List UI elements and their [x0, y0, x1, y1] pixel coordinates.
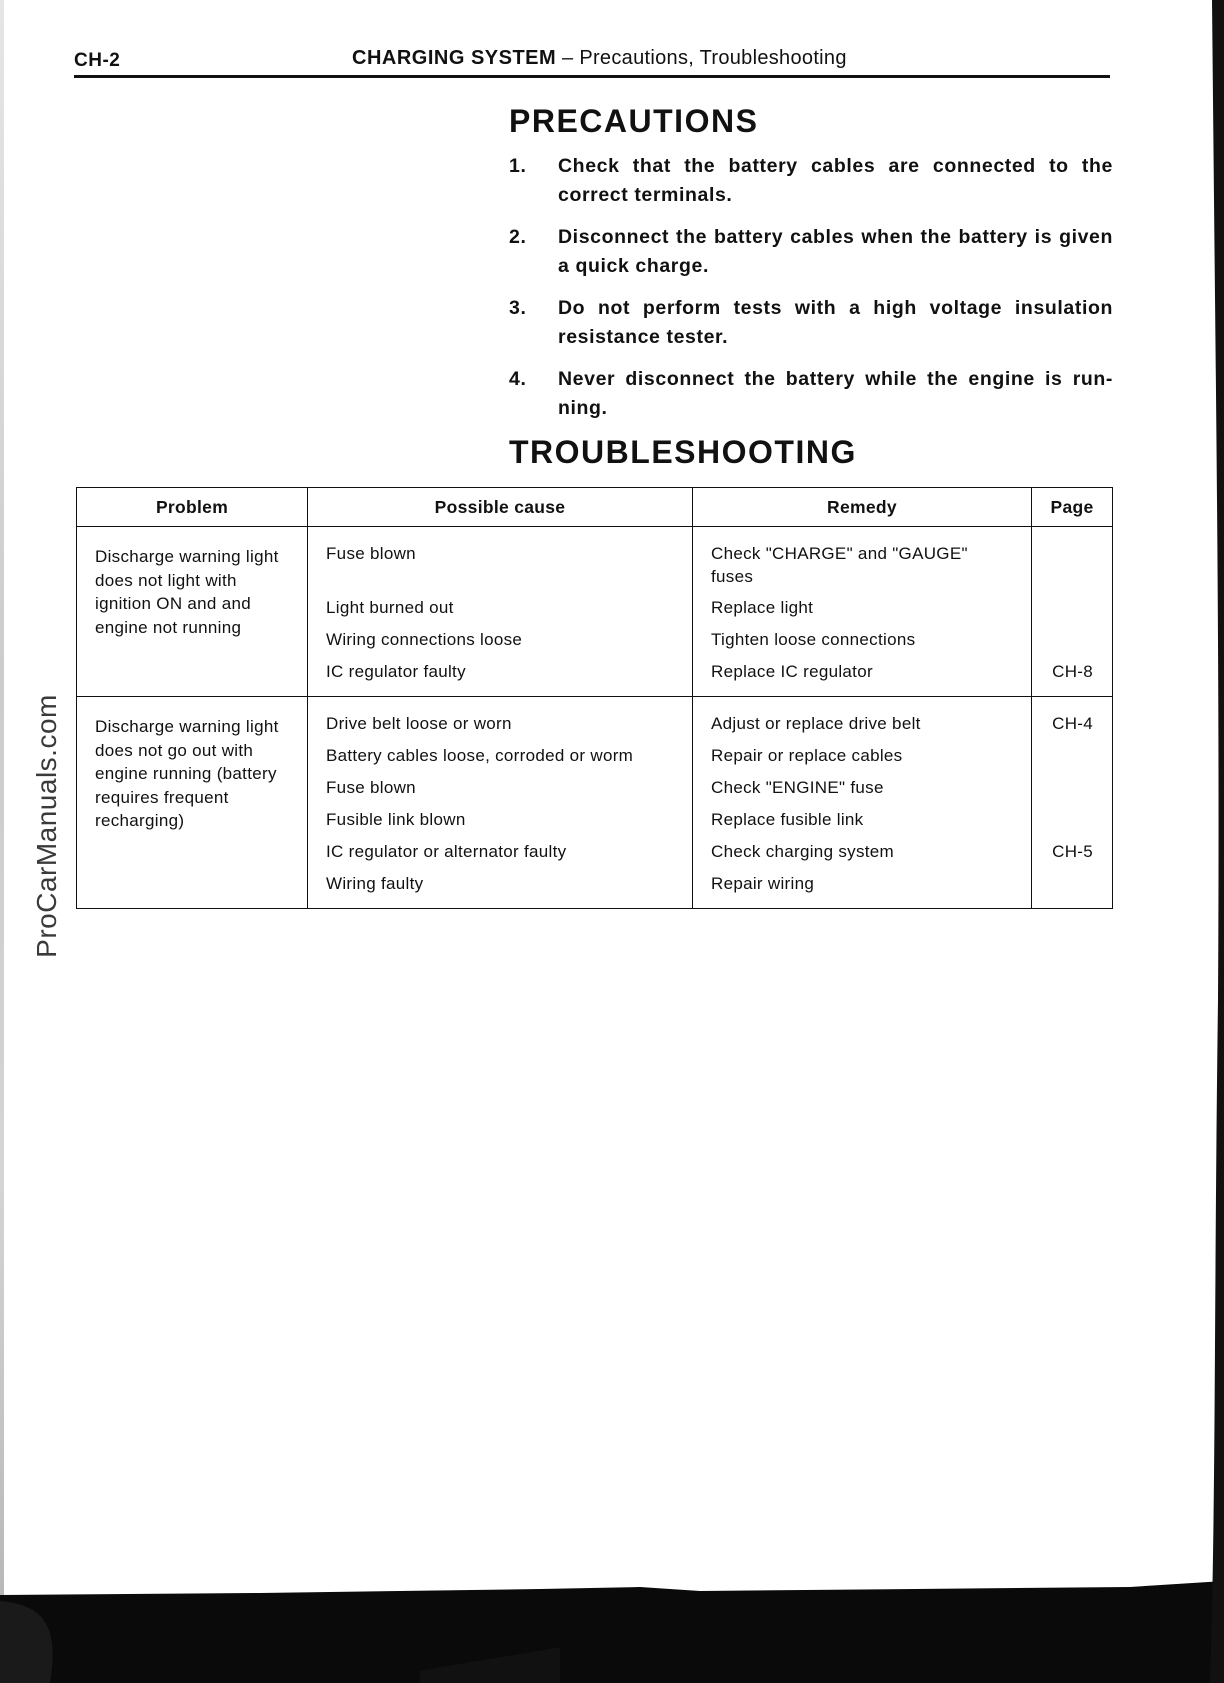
cause-text: Wiring connections loose: [326, 630, 523, 649]
page-ref: CH-5: [1052, 842, 1093, 861]
cause-text: Fuse blown: [326, 778, 416, 797]
precautions-heading: PRECAUTIONS: [509, 103, 759, 139]
remedy-text: Check charging system: [711, 842, 894, 861]
cause-cell: [308, 697, 693, 909]
page-header-title: [352, 47, 847, 70]
precautions-list: [509, 152, 1113, 436]
table-row: [77, 697, 1113, 909]
cause-list: [309, 698, 691, 907]
remedy-text: Check "ENGINE" fuse: [711, 778, 884, 797]
watermark: ProCarManuals.com: [31, 694, 62, 958]
remedy-list: [694, 528, 1030, 695]
precaution-number: 4.: [509, 368, 527, 390]
precaution-text: Check that the battery cables are connected to the correct terminals.: [558, 155, 1113, 206]
scan-shadow-bottom: [0, 1581, 1224, 1683]
precaution-number: 1.: [509, 155, 527, 177]
page-ref: [1050, 628, 1093, 660]
table-header-row: [77, 488, 1113, 527]
column-header-cause: Possible cause: [308, 488, 693, 527]
cause-text: Drive belt loose or worn: [326, 714, 512, 733]
cause-text: Wiring faulty: [326, 874, 424, 893]
remedy-list: [694, 698, 1030, 907]
column-header-problem: Problem: [77, 488, 308, 527]
cause-text: Fusible link blown: [326, 810, 466, 829]
page-ref: CH-4: [1052, 714, 1093, 733]
cause-text: Fuse blown: [326, 544, 416, 563]
troubleshooting-heading: TROUBLESHOOTING: [509, 434, 857, 470]
page-ref: [1050, 542, 1093, 596]
remedy-text: Adjust or replace drive belt: [711, 714, 921, 733]
scan-edge-left: [0, 0, 4, 1683]
troubleshooting-table: [76, 487, 1113, 909]
precaution-number: 3.: [509, 297, 527, 319]
precaution-number: 2.: [509, 226, 527, 248]
column-header-remedy: Remedy: [693, 488, 1032, 527]
section-subtitle: – Precautions, Troubleshooting: [556, 47, 847, 69]
page-cell: [1032, 697, 1113, 909]
column-header-page: Page: [1032, 488, 1113, 527]
problem-cell: Discharge warning light does not go out with engine running (battery requires frequent recharging): [77, 697, 308, 909]
remedy-text: Repair or replace cables: [711, 746, 903, 765]
remedy-text: Replace light: [711, 598, 814, 617]
page-cell: [1032, 527, 1113, 697]
cause-text: Battery cables loose, corroded or worm: [326, 746, 634, 765]
page-ref: [1050, 596, 1093, 628]
page-list: [1033, 528, 1111, 695]
precaution-text: Do not perform tests with a high voltage insulation resistance tester.: [558, 297, 1113, 348]
table-row: [77, 527, 1113, 697]
problem-cell: Discharge warning light does not light with ignition ON and and engine not running: [77, 527, 308, 697]
cause-text: Light burned out: [326, 598, 454, 617]
remedy-text: Repair wiring: [711, 874, 815, 893]
remedy-text: Tighten loose connections: [711, 630, 916, 649]
remedy-text: Check "CHARGE" and "GAUGE" fuses: [711, 544, 968, 586]
page-list: [1033, 698, 1111, 884]
precaution-item: [509, 152, 1113, 210]
scan-shadow-right: [1202, 0, 1224, 1683]
page-ref: CH-8: [1052, 662, 1093, 681]
page-code: CH-2: [74, 50, 121, 71]
remedy-cell: [693, 527, 1032, 697]
page-ref: [1050, 808, 1093, 840]
precaution-item: [509, 365, 1113, 423]
precaution-item: [509, 223, 1113, 281]
section-name: CHARGING SYSTEM: [352, 47, 557, 69]
precaution-item: [509, 294, 1113, 352]
cause-text: IC regulator faulty: [326, 662, 466, 681]
remedy-text: Replace IC regulator: [711, 662, 873, 681]
cause-text: IC regulator or alternator faulty: [326, 842, 567, 861]
precaution-text: Disconnect the battery cables when the battery is given a quick charge.: [558, 226, 1113, 277]
remedy-text: Replace fusible link: [711, 810, 864, 829]
cause-cell: [308, 527, 693, 697]
remedy-cell: [693, 697, 1032, 909]
page-ref: [1050, 776, 1093, 808]
precaution-text: Never disconnect the battery while the engine is run-ning.: [558, 368, 1113, 419]
page-ref: [1050, 744, 1093, 776]
cause-list: [309, 528, 691, 695]
header-rule: [74, 75, 1110, 78]
